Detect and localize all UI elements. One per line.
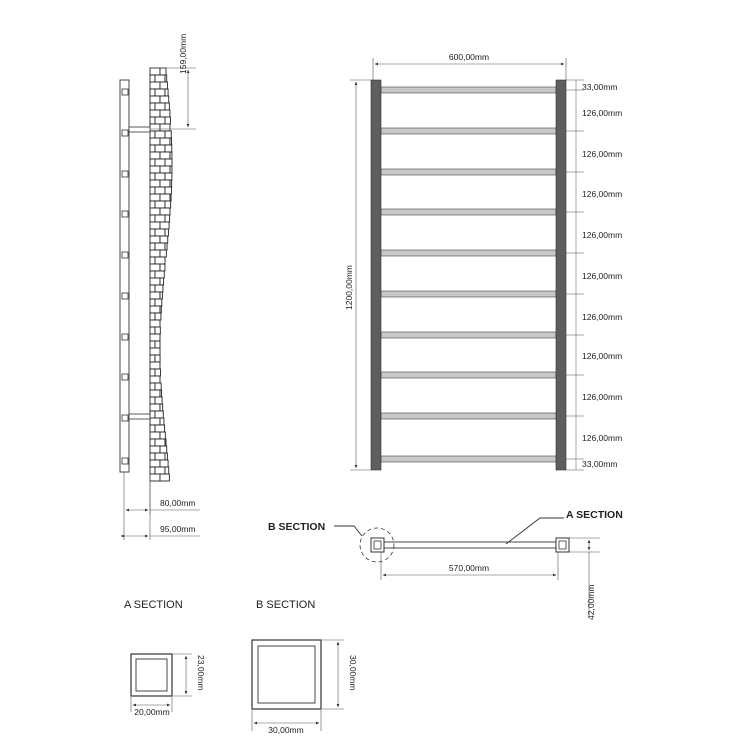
width-label: 600,00mm xyxy=(448,52,490,62)
brick xyxy=(150,243,155,250)
brick xyxy=(150,320,160,327)
brick xyxy=(170,152,172,159)
a-section-callout: A SECTION xyxy=(566,509,623,521)
brick xyxy=(165,117,170,124)
brick xyxy=(155,159,165,166)
brick xyxy=(150,432,160,439)
brick xyxy=(160,68,166,75)
brick xyxy=(165,187,171,194)
brick xyxy=(150,103,155,110)
brick xyxy=(160,110,170,117)
brick xyxy=(155,439,165,446)
spacing-label: 126,00mm xyxy=(582,392,623,402)
towel-bar xyxy=(381,87,556,93)
brick xyxy=(160,208,170,215)
depth-label: 42,00mm xyxy=(586,584,596,620)
brick xyxy=(150,285,155,292)
brick xyxy=(160,166,170,173)
total-depth-label: 95,00mm xyxy=(160,524,196,534)
brick xyxy=(155,103,165,110)
b-section-callout: B SECTION xyxy=(268,521,326,533)
towel-bar xyxy=(381,250,556,256)
towel-bar xyxy=(381,128,556,134)
brick xyxy=(155,411,163,418)
side-view xyxy=(120,34,200,540)
section-a-title: A SECTION xyxy=(124,599,183,611)
brick xyxy=(150,264,160,271)
brick xyxy=(150,474,160,481)
brick xyxy=(165,173,172,180)
brick xyxy=(150,89,155,96)
brick xyxy=(155,173,165,180)
side-bar-end xyxy=(122,374,128,380)
brick xyxy=(150,446,160,453)
brick xyxy=(155,117,165,124)
section-b-detail xyxy=(252,599,358,735)
brick xyxy=(150,75,155,82)
brick xyxy=(155,257,165,264)
brick xyxy=(155,75,165,82)
brick xyxy=(150,460,160,467)
side-bar-end xyxy=(122,171,128,177)
brick xyxy=(150,180,160,187)
brick xyxy=(150,96,160,103)
section-a-detail xyxy=(124,599,206,717)
section-a-width-label: 20,00mm xyxy=(134,707,170,717)
side-bar-end xyxy=(122,334,128,340)
brick xyxy=(155,285,163,292)
section-a-height-label: 23,00mm xyxy=(196,655,206,691)
brick xyxy=(165,453,167,460)
brick xyxy=(150,299,155,306)
brick xyxy=(150,383,155,390)
brick xyxy=(160,236,168,243)
brick xyxy=(150,222,160,229)
brick xyxy=(165,229,168,236)
section-b-width-label: 30,00mm xyxy=(268,725,304,735)
side-rail-profile xyxy=(120,80,129,472)
side-bar-end xyxy=(122,211,128,217)
brick xyxy=(155,271,164,278)
brick xyxy=(170,180,172,187)
brick xyxy=(150,439,155,446)
side-bar-end xyxy=(122,252,128,258)
brick xyxy=(150,327,155,334)
side-bar-end xyxy=(122,89,128,95)
brick xyxy=(160,306,161,313)
brick xyxy=(160,152,170,159)
brick xyxy=(155,327,160,334)
section-a-inner-profile xyxy=(136,659,167,691)
wall-distance-label: 80,00mm xyxy=(160,498,196,508)
brick xyxy=(150,68,160,75)
height-label: 1200,00mm xyxy=(344,265,354,310)
front-view xyxy=(344,52,622,470)
brick xyxy=(155,187,165,194)
brick xyxy=(160,432,165,439)
spacing-label: 126,00mm xyxy=(582,312,623,322)
brick xyxy=(150,173,155,180)
top-view-tube xyxy=(384,542,556,548)
brick xyxy=(160,390,162,397)
bar-spacing-dimensions xyxy=(566,80,622,470)
brick xyxy=(150,411,155,418)
brick xyxy=(165,75,167,82)
top-wall-bracket xyxy=(129,127,150,132)
brick xyxy=(150,334,160,341)
brick xyxy=(165,159,172,166)
brick xyxy=(155,229,165,236)
brick xyxy=(150,124,160,131)
brick xyxy=(155,145,165,152)
brick xyxy=(160,264,165,271)
brick xyxy=(155,201,165,208)
bottom-wall-bracket xyxy=(129,414,150,419)
brick xyxy=(150,453,155,460)
brick xyxy=(165,243,167,250)
brick xyxy=(150,341,155,348)
brick xyxy=(160,180,170,187)
brick xyxy=(165,131,171,138)
brick xyxy=(155,215,165,222)
brick xyxy=(155,383,161,390)
top-distance-label: 159,00mm xyxy=(178,33,188,74)
brick xyxy=(160,474,169,481)
towel-bar xyxy=(381,413,556,419)
brick xyxy=(170,166,172,173)
brick xyxy=(155,467,165,474)
brick xyxy=(155,453,165,460)
brick xyxy=(150,418,160,425)
brick xyxy=(150,467,155,474)
brick xyxy=(150,229,155,236)
left-rail xyxy=(371,80,381,470)
brick xyxy=(170,138,172,145)
brick xyxy=(150,355,155,362)
brick xyxy=(150,397,155,404)
brick xyxy=(160,222,169,229)
inner-width-label: 570,00mm xyxy=(448,563,490,573)
brick xyxy=(150,313,155,320)
brick xyxy=(150,236,160,243)
section-b-title: B SECTION xyxy=(256,599,316,611)
brick xyxy=(155,397,162,404)
brick xyxy=(150,187,155,194)
brick xyxy=(150,362,160,369)
spacing-label: 126,00mm xyxy=(582,271,623,281)
brick xyxy=(150,257,155,264)
section-b-height-label: 30,00mm xyxy=(348,655,358,691)
brick xyxy=(160,124,170,131)
side-bar-end xyxy=(122,415,128,421)
brick xyxy=(150,306,160,313)
brick xyxy=(150,376,160,383)
side-bar-end xyxy=(122,458,128,464)
side-bar-end xyxy=(122,130,128,136)
brick xyxy=(160,404,163,411)
top-view xyxy=(268,509,623,620)
brick-wall xyxy=(150,68,172,481)
brick xyxy=(150,271,155,278)
section-b-inner-profile xyxy=(258,646,315,703)
brick xyxy=(165,89,168,96)
spacing-label: 126,00mm xyxy=(582,108,623,118)
brick xyxy=(165,439,166,446)
brick xyxy=(150,292,160,299)
brick xyxy=(150,369,155,376)
towel-bar xyxy=(381,332,556,338)
brick xyxy=(150,348,160,355)
brick xyxy=(155,131,165,138)
brick xyxy=(150,208,160,215)
spacing-label: 126,00mm xyxy=(582,189,623,199)
spacing-label: 126,00mm xyxy=(582,433,623,443)
brick xyxy=(150,425,155,432)
brick xyxy=(150,145,155,152)
right-rail xyxy=(556,80,566,470)
spacing-label: 126,00mm xyxy=(582,351,623,361)
brick xyxy=(150,194,160,201)
brick xyxy=(150,215,155,222)
brick xyxy=(165,467,169,474)
brick xyxy=(150,82,160,89)
brick xyxy=(160,460,168,467)
brick xyxy=(160,194,170,201)
brick xyxy=(165,215,170,222)
brick xyxy=(160,446,167,453)
towel-bars xyxy=(381,87,556,462)
brick xyxy=(150,138,160,145)
brick xyxy=(150,201,155,208)
towel-bar xyxy=(381,291,556,297)
bottom-offset-label: 33,00mm xyxy=(582,459,618,469)
brick xyxy=(150,159,155,166)
brick xyxy=(160,278,164,285)
brick xyxy=(170,194,171,201)
towel-bar xyxy=(381,372,556,378)
towel-bar xyxy=(381,456,556,462)
brick xyxy=(150,152,160,159)
brick xyxy=(150,390,160,397)
brick xyxy=(155,369,160,376)
brick xyxy=(165,103,169,110)
brick xyxy=(150,117,155,124)
brick xyxy=(160,138,170,145)
brick xyxy=(150,278,160,285)
brick xyxy=(165,145,172,152)
top-offset-label: 33,00mm xyxy=(582,82,618,92)
brick xyxy=(150,110,160,117)
spacing-label: 126,00mm xyxy=(582,230,623,240)
brick xyxy=(150,404,160,411)
brick xyxy=(160,292,162,299)
brick xyxy=(155,313,161,320)
brick xyxy=(160,418,164,425)
spacing-label: 126,00mm xyxy=(582,149,623,159)
brick xyxy=(150,131,155,138)
brick xyxy=(155,89,165,96)
brick xyxy=(155,299,162,306)
brick xyxy=(155,341,160,348)
brick xyxy=(150,250,160,257)
side-bar-end xyxy=(122,293,128,299)
brick xyxy=(160,96,169,103)
towel-bar xyxy=(381,169,556,175)
brick xyxy=(150,166,160,173)
brick xyxy=(160,250,166,257)
towel-bar xyxy=(381,209,556,215)
brick xyxy=(165,201,171,208)
brick xyxy=(160,82,167,89)
brick xyxy=(155,425,165,432)
brick xyxy=(155,355,160,362)
brick xyxy=(155,243,165,250)
